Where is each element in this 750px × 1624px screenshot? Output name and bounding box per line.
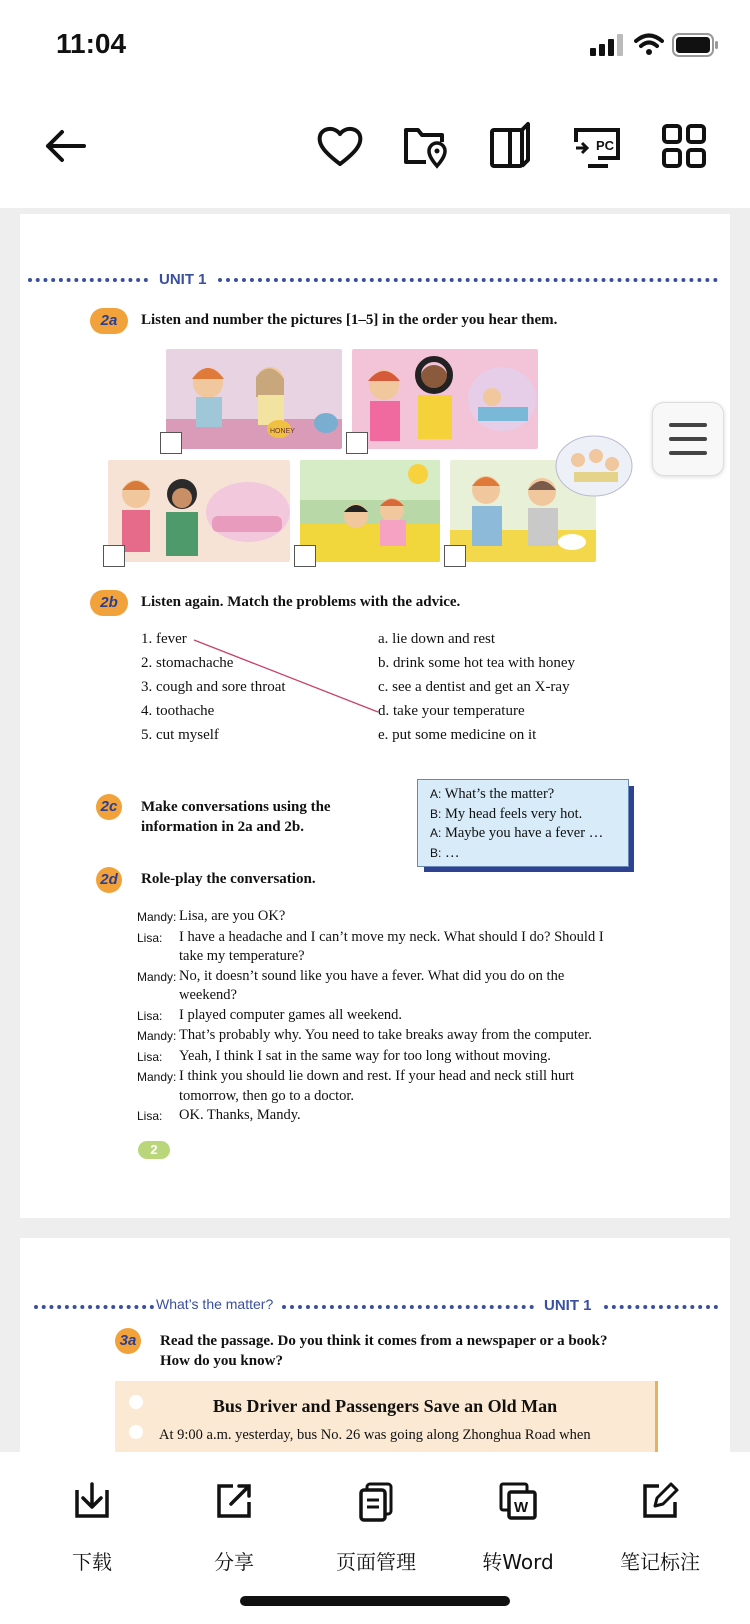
picture-checkbox[interactable]	[346, 432, 368, 454]
passage-box	[115, 1381, 658, 1452]
share-icon	[213, 1480, 255, 1522]
page-manage-icon	[355, 1480, 397, 1522]
signal-icon	[590, 34, 624, 56]
wifi-icon	[634, 32, 664, 56]
conversation-line	[137, 1106, 617, 1127]
problem-item: 2. stomachache	[141, 655, 234, 671]
unit-label: UNIT 1	[159, 271, 207, 288]
picture-4	[300, 460, 440, 562]
word-convert-label[interactable]: 转Word	[482, 1550, 554, 1574]
dialog-speaker: B:	[430, 845, 442, 860]
page-manage-button[interactable]	[316, 1480, 436, 1527]
line-text: Yeah, I think I sat in the same way for too long without moving.	[179, 1047, 551, 1064]
unit-label: UNIT 1	[544, 1297, 592, 1314]
instruction-3a-line: How do you know?	[160, 1353, 283, 1369]
instruction-2d: Role-play the conversation.	[141, 871, 316, 887]
svg-text:PC: PC	[596, 138, 615, 153]
problem-item: 1. fever	[141, 631, 187, 647]
word-convert-button[interactable]	[458, 1480, 578, 1527]
advice-item: c. see a dentist and get an X-ray	[378, 679, 570, 695]
battery-icon	[672, 33, 720, 57]
picture-1	[166, 349, 342, 449]
instruction-2b: Listen again. Match the problems with the advice.	[141, 594, 461, 610]
instruction-2c-line: information in 2a and 2b.	[141, 819, 304, 835]
bullet-dot	[129, 1425, 143, 1439]
speaker-label: Lisa:	[137, 1049, 163, 1064]
header-divider	[282, 1305, 534, 1309]
heart-icon[interactable]	[314, 120, 366, 172]
section-badge-2b: 2b	[90, 590, 128, 616]
picture-checkbox[interactable]	[160, 432, 182, 454]
section-badge-3a: 3a	[115, 1328, 141, 1354]
side-menu-button[interactable]	[652, 402, 724, 476]
problem-item: 3. cough and sore throat	[141, 679, 286, 695]
advice-item: e. put some medicine on it	[378, 727, 537, 743]
dialog-text: …	[444, 844, 460, 861]
match-line	[190, 636, 390, 716]
section-badge-2c: 2c	[96, 794, 122, 820]
menu-lines-icon	[669, 421, 707, 457]
instruction-2c-line: Make conversations using the	[141, 799, 331, 815]
section-badge-2d: 2d	[96, 867, 122, 893]
advice-list	[378, 627, 575, 747]
share-label[interactable]: 分享	[214, 1550, 254, 1574]
folder-location-icon[interactable]	[400, 120, 452, 172]
speaker-label: Lisa:	[137, 1109, 163, 1123]
unit-divider	[218, 278, 718, 282]
passage-title: Bus Driver and Passengers Save an Old Man	[212, 1396, 558, 1416]
speaker-label: Mandy:	[137, 1029, 177, 1043]
dialog-text: What’s the matter?	[444, 786, 555, 802]
download-icon	[71, 1480, 113, 1522]
line-text: I played computer games all weekend.	[179, 1006, 403, 1023]
instruction-3a	[160, 1331, 608, 1371]
picture-checkbox[interactable]	[444, 545, 466, 567]
conversation-line	[137, 1067, 617, 1106]
speaker-label: Mandy:	[137, 910, 177, 924]
download-button[interactable]	[32, 1480, 152, 1527]
dialog-text: Maybe you have a fever …	[444, 825, 604, 841]
header-divider	[604, 1305, 718, 1309]
back-arrow-icon[interactable]	[40, 120, 92, 172]
unit-divider	[28, 278, 148, 282]
conversation-line	[137, 1006, 617, 1027]
line-text: That’s probably why. You need to take breaks away from the computer.	[179, 1027, 593, 1043]
download-label[interactable]: 下载	[72, 1550, 112, 1574]
page-manage-label[interactable]: 页面管理	[336, 1550, 416, 1574]
instruction-3a-line: Read the passage. Do you think it comes from a newspaper or a book?	[160, 1333, 608, 1349]
top-toolbar	[0, 90, 750, 208]
speaker-label: Lisa:	[137, 1008, 163, 1023]
conversation-line	[137, 907, 617, 928]
line-text: OK. Thanks, Mandy.	[179, 1107, 301, 1123]
pc-cast-icon[interactable]	[572, 120, 624, 172]
note-edit-icon	[639, 1480, 681, 1522]
conversation-line	[137, 1026, 617, 1047]
thought-bubble	[554, 434, 634, 504]
dialog-text: My head feels very hot.	[444, 805, 583, 822]
picture-checkbox[interactable]	[294, 545, 316, 567]
speaker-label: Mandy:	[137, 969, 177, 984]
role-play-conversation	[137, 907, 617, 1127]
grid-apps-icon[interactable]	[658, 120, 710, 172]
note-edit-button[interactable]	[600, 1480, 720, 1527]
home-indicator[interactable]	[240, 1596, 510, 1606]
note-edit-label[interactable]: 笔记标注	[620, 1550, 700, 1574]
page-header-title: What’s the matter?	[156, 1296, 274, 1312]
passage-text: At 9:00 a.m. yesterday, bus No. 26 was going along Zhonghua Road when	[159, 1427, 591, 1443]
page-number-badge: 2	[138, 1141, 170, 1159]
conversation-line	[137, 967, 617, 1006]
header-divider	[34, 1305, 154, 1309]
instruction-2a: Listen and number the pictures [1–5] in the order you hear them.	[141, 312, 558, 328]
picture-checkbox[interactable]	[103, 545, 125, 567]
problem-item: 4. toothache	[141, 703, 215, 719]
example-dialog-box	[417, 779, 629, 867]
section-badge-2a: 2a	[90, 308, 128, 334]
conversation-line	[137, 928, 617, 967]
advice-item: d. take your temperature	[378, 703, 525, 719]
speaker-label: Lisa:	[137, 930, 163, 945]
book-page-icon[interactable]	[486, 120, 538, 172]
advice-item: a. lie down and rest	[378, 631, 496, 647]
picture-3	[108, 460, 290, 562]
advice-item: b. drink some hot tea with honey	[378, 655, 576, 671]
status-time: 11:04	[56, 28, 127, 59]
line-text: I have a headache and I can’t move my neck. What should I do? Should I take my temperature?	[179, 928, 604, 964]
dialog-speaker: B:	[430, 806, 442, 821]
share-button[interactable]	[174, 1480, 294, 1527]
svg-text:W: W	[514, 1499, 529, 1516]
line-text: Lisa, are you OK?	[179, 908, 286, 924]
dialog-speaker: A:	[430, 787, 442, 801]
conversation-line	[137, 1047, 617, 1068]
speaker-label: Mandy:	[137, 1070, 177, 1084]
word-convert-icon	[497, 1480, 539, 1522]
dialog-speaker: A:	[430, 826, 442, 840]
status-bar	[0, 0, 750, 90]
svg-text:HONEY: HONEY	[270, 428, 295, 435]
instruction-2c	[141, 797, 331, 837]
line-text: No, it doesn’t sound like you have a fever. What did you do on the weekend?	[179, 967, 565, 1003]
line-text: I think you should lie down and rest. If your head and neck still hurt tomorrow, then go to a doctor.	[179, 1068, 575, 1104]
picture-2	[352, 349, 538, 449]
problem-item: 5. cut myself	[141, 727, 219, 743]
